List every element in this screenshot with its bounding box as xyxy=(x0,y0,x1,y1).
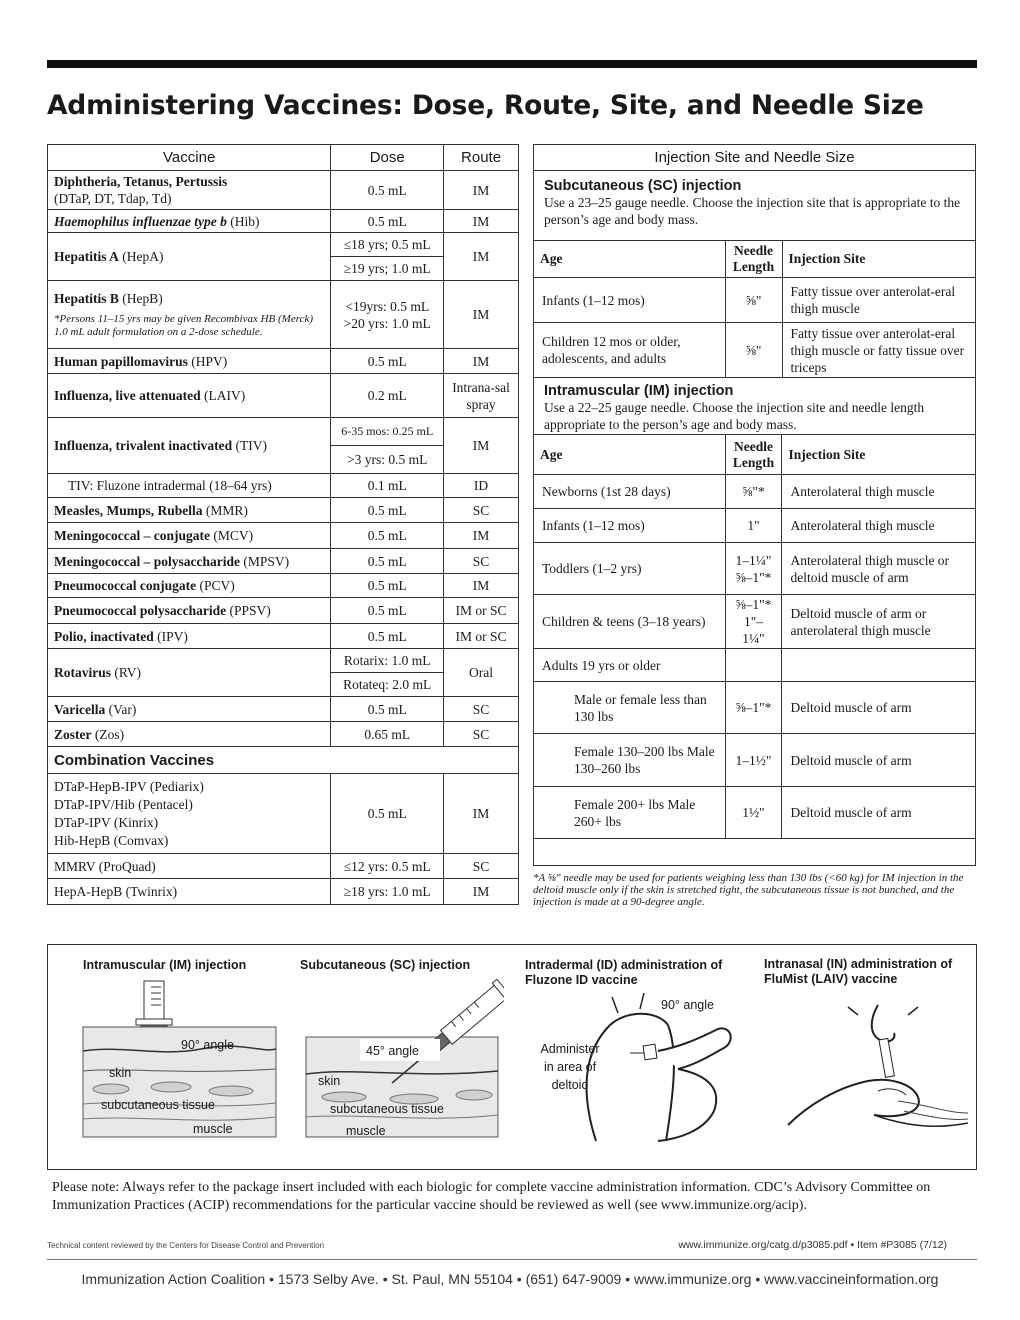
table-row xyxy=(534,278,976,323)
sc-subq-label: subcutaneous tissue xyxy=(330,1102,444,1116)
nose-outline xyxy=(872,1005,895,1042)
table-row xyxy=(534,509,976,543)
table-row: Meningococcal – polysaccharide (MPSV) 0.5 mL SC xyxy=(48,549,519,574)
vaccine-route: ID xyxy=(444,474,519,498)
combination-heading: Combination Vaccines xyxy=(48,747,519,774)
injection-site-cell: Deltoid muscle of arm xyxy=(782,682,976,734)
injection-site-panel xyxy=(533,144,976,866)
age-cell: Newborns (1st 28 days) xyxy=(534,475,726,509)
vaccine-table xyxy=(47,144,519,905)
vaccine-dose: 0.5 mL xyxy=(331,171,444,210)
vaccine-route: IM xyxy=(444,774,519,854)
vaccine-dose: ≥19 yrs; 1.0 mL xyxy=(343,261,431,276)
vaccine-name: Influenza, trivalent inactivated xyxy=(54,438,233,453)
im-injection-diagram xyxy=(81,979,281,1149)
injection-site-cell: Deltoid muscle of arm or anterolateral thigh muscle xyxy=(782,595,976,649)
table-row: Human papillomavirus (HPV) 0.5 mL IM xyxy=(48,349,519,374)
sc-skin-label: skin xyxy=(318,1074,341,1088)
needle-length-cell: ⅝–1"* xyxy=(725,682,782,734)
injection-site-cell xyxy=(782,649,976,682)
sc-angle-label: 45° angle xyxy=(366,1044,419,1058)
needle-length-cell: 1–1¼" ⅝–1"* xyxy=(725,543,782,595)
table-row: Influenza, live attenuated (LAIV) 0.2 mL Intrana-sal spray xyxy=(48,374,519,418)
table-row xyxy=(534,543,976,595)
vaccine-name: Diphtheria, Tetanus, Pertussis xyxy=(54,174,228,189)
im-illustration-title: Intramuscular (IM) injection xyxy=(83,958,247,972)
table-row xyxy=(48,171,519,210)
im-subq-label: subcutaneous tissue xyxy=(101,1098,215,1112)
im-muscle-label: muscle xyxy=(193,1122,233,1136)
vaccine-route: IM xyxy=(444,281,519,349)
vaccine-dose: 0.5 mL xyxy=(331,774,444,854)
arm-outline xyxy=(587,1014,668,1141)
im-needle-header: Needle Length xyxy=(725,435,782,475)
sc-section-desc: Use a 23–25 gauge needle. Choose the injection site that is appropriate to the person’s age and body mass. xyxy=(544,195,961,227)
vaccine-name: Human papillomavirus xyxy=(54,353,188,369)
vaccine-route: IM xyxy=(444,574,519,598)
table-row: Pneumococcal conjugate (PCV) 0.5 mL IM xyxy=(48,574,519,598)
sc-illustration-title: Subcutaneous (SC) injection xyxy=(300,958,471,972)
vaccine-dose: 0.1 mL xyxy=(331,474,444,498)
vaccine-name: Zoster xyxy=(54,726,92,742)
needle-length-cell: ⅝–1"* 1"–1¼" xyxy=(725,595,782,649)
vaccine-dose: 0.5 mL xyxy=(331,349,444,374)
vaccine-name: Haemophilus influenzae type b xyxy=(54,213,227,229)
table-row: Polio, inactivated (IPV) 0.5 mL IM or SC xyxy=(48,624,519,649)
vaccine-dose: 0.5 mL xyxy=(331,549,444,574)
sc-needle-header: Needle Length xyxy=(725,241,782,278)
age-cell: Female 200+ lbs Male 260+ lbs xyxy=(534,787,726,839)
vaccine-route: IM xyxy=(444,523,519,549)
illustrations-panel xyxy=(47,944,977,1170)
table-row: Hepatitis B (HepB) *Persons 11–15 yrs may be given Recombivax HB (Merck) 1.0 mL adult formulation on a 2-dose schedule. <19yrs: 0.5 mL >20 yrs: 1.0 mL IM xyxy=(48,281,519,349)
vaccine-dose: 0.5 mL xyxy=(331,624,444,649)
table-row: Zoster (Zos) 0.65 mL SC xyxy=(48,722,519,747)
vaccine-dose: 0.5 mL xyxy=(331,523,444,549)
vaccine-dose: ≤12 yrs: 0.5 mL xyxy=(331,854,444,879)
combo-vaccine-name: DTaP-IPV (Kinrix) xyxy=(54,814,159,830)
table-row xyxy=(534,649,976,682)
injection-site-cell: Deltoid muscle of arm xyxy=(782,734,976,787)
injection-site-cell: Fatty tissue over anterolat-eral thigh muscle xyxy=(782,278,975,323)
vaccine-name: TIV: Fluzone intradermal (18–64 yrs) xyxy=(48,474,331,498)
vaccine-name: MMRV (ProQuad) xyxy=(48,854,331,879)
vaccine-name: Pneumococcal conjugate xyxy=(54,578,197,593)
vaccine-name: Pneumococcal polysaccharide xyxy=(54,603,227,618)
table-row: Hepatitis A (HepA) ≤18 yrs; 0.5 mL ≥19 yrs; 1.0 mL IM xyxy=(48,233,519,281)
combo-vaccine-name: Hib-HepB (Comvax) xyxy=(54,832,169,848)
age-cell: Adults 19 yrs or older xyxy=(534,649,726,682)
needle-footnote: *A ⅝" needle may be used for patients weighing less than 130 lbs (<60 kg) for IM injection in the deltoid muscle only if the skin is stretched tight, the subcutaneous tissue is not bunched, and the injection is made at a 90-degree angle. xyxy=(533,872,964,908)
hand-outline xyxy=(788,1080,919,1125)
hand-outline xyxy=(658,1028,731,1069)
sc-age-header: Age xyxy=(534,241,726,278)
needle-length-cell xyxy=(725,649,782,682)
vaccine-dose: 0.5 mL xyxy=(331,210,444,233)
needle-length-cell: ⅝"* xyxy=(725,475,782,509)
vaccine-dose: ≤18 yrs; 0.5 mL xyxy=(331,233,443,257)
vaccine-subname: (DTaP, DT, Tdap, Td) xyxy=(54,191,172,206)
im-table xyxy=(533,434,976,839)
top-rule xyxy=(47,60,977,68)
im-section-title: Intramuscular (IM) injection xyxy=(544,383,734,399)
age-cell: Male or female less than 130 lbs xyxy=(534,682,726,734)
vaccine-dose: 6-35 mos: 0.25 mL xyxy=(331,418,443,446)
im-angle-label: 90° angle xyxy=(181,1038,234,1052)
vaccine-dose: <19yrs: 0.5 mL xyxy=(345,298,430,314)
id-admin-label-2: in area of xyxy=(543,1060,597,1074)
table-row xyxy=(48,474,519,498)
vaccine-route: IM or SC xyxy=(444,598,519,624)
vaccine-route: IM xyxy=(444,418,519,474)
combo-vaccine-name: DTaP-HepB-IPV (Pediarix) xyxy=(54,778,204,794)
vaccine-dose: >20 yrs: 1.0 mL xyxy=(343,315,431,331)
route-col-header: Route xyxy=(444,145,519,171)
vaccine-dose: ≥18 yrs: 1.0 mL xyxy=(331,879,444,905)
vaccine-route: IM xyxy=(444,233,519,281)
vaccine-name: Hepatitis A xyxy=(54,249,119,264)
vaccine-name: Varicella xyxy=(54,701,106,717)
vaccine-name: Meningococcal – conjugate xyxy=(54,528,210,543)
table-row xyxy=(534,787,976,839)
vaccine-route: Oral xyxy=(444,649,519,697)
im-age-header: Age xyxy=(534,435,726,475)
vaccine-route: Intrana-sal spray xyxy=(444,374,519,418)
vaccine-table-header xyxy=(48,145,519,171)
vaccine-name: Meningococcal – polysaccharide xyxy=(54,553,240,569)
dose-col-header: Dose xyxy=(331,145,444,171)
vaccine-route: IM xyxy=(444,210,519,233)
technical-review-note: Technical content reviewed by the Centers for Disease Control and Prevention xyxy=(47,1241,325,1250)
vaccine-dose: 0.5 mL xyxy=(331,498,444,523)
needle-length-cell: ⅝" xyxy=(725,278,782,323)
in-administration-diagram xyxy=(778,995,973,1155)
table-row: Pneumococcal polysaccharide (PPSV) 0.5 mL IM or SC xyxy=(48,598,519,624)
needle-length-cell: 1" xyxy=(725,509,782,543)
page-title: Administering Vaccines: Dose, Route, Site, and Needle Size xyxy=(47,90,924,121)
table-row: Varicella (Var) 0.5 mL SC xyxy=(48,697,519,722)
table-row: Rotavirus (RV) Rotarix: 1.0 mL Rotateq: 2.0 mL Oral xyxy=(48,649,519,697)
age-cell: Children 12 mos or older, adolescents, and adults xyxy=(534,323,726,378)
table-row xyxy=(534,323,976,378)
injection-site-cell: Anterolateral thigh muscle xyxy=(782,475,976,509)
vaccine-dose: 0.5 mL xyxy=(331,697,444,722)
table-row xyxy=(48,854,519,879)
injection-site-cell: Deltoid muscle of arm xyxy=(782,787,976,839)
needle-length-cell: 1½" xyxy=(725,787,782,839)
sc-site-header: Injection Site xyxy=(782,241,975,278)
in-illustration-title: Intranasal (IN) administration of FluMist (LAIV) vaccine xyxy=(764,957,953,986)
sc-injection-diagram xyxy=(304,979,504,1149)
vaccine-col-header: Vaccine xyxy=(48,145,331,171)
age-cell: Toddlers (1–2 yrs) xyxy=(534,543,726,595)
im-site-header: Injection Site xyxy=(782,435,976,475)
table-row xyxy=(48,879,519,905)
table-row xyxy=(534,682,976,734)
injection-site-cell: Fatty tissue over anterolat-eral thigh muscle or fatty tissue over triceps xyxy=(782,323,975,378)
vaccine-route: SC xyxy=(444,854,519,879)
table-row: Influenza, trivalent inactivated (TIV) 6-35 mos: 0.25 mL >3 yrs: 0.5 mL IM xyxy=(48,418,519,474)
vaccine-name: Influenza, live attenuated xyxy=(54,388,201,403)
vaccine-route: SC xyxy=(444,498,519,523)
vaccine-dose: Rotarix: 1.0 mL xyxy=(331,649,443,673)
id-angle-label: 90° angle xyxy=(661,998,714,1012)
vaccine-route: SC xyxy=(444,697,519,722)
id-injection-diagram xyxy=(518,991,748,1161)
id-admin-label-3: deltoid xyxy=(551,1078,589,1092)
vaccine-dose: >3 yrs: 0.5 mL xyxy=(347,452,428,467)
sc-muscle-label: muscle xyxy=(346,1124,386,1138)
vaccine-dose: Rotateq: 2.0 mL xyxy=(343,677,432,692)
table-row xyxy=(48,774,519,854)
vaccine-dose: 0.5 mL xyxy=(331,574,444,598)
sc-section-title: Subcutaneous (SC) injection xyxy=(544,178,742,194)
vaccine-footnote: *Persons 11–15 yrs may be given Recombivax HB (Merck) 1.0 mL adult formulation on a 2-dose schedule. xyxy=(54,313,314,338)
vaccine-name: Hepatitis B xyxy=(54,291,119,306)
vaccine-name: HepA-HepB (Twinrix) xyxy=(48,879,331,905)
id-admin-label-1: Administer xyxy=(540,1042,600,1056)
please-note: Please note: Always refer to the package insert included with each biologic for complete vaccine administration information. CDC’s Advisory Committee on Immunization Practices (ACIP) recommendations for the particular vaccine should be reviewed as well (see www.immunize.org/acip). xyxy=(52,1180,931,1213)
vaccine-route: IM xyxy=(444,879,519,905)
injection-site-cell: Anterolateral thigh muscle xyxy=(782,509,976,543)
age-cell: Children & teens (3–18 years) xyxy=(534,595,726,649)
needle-length-cell: 1–1½" xyxy=(725,734,782,787)
pdf-reference: www.immunize.org/catg.d/p3085.pdf • Item #P3085 (7/12) xyxy=(678,1239,947,1251)
sc-table xyxy=(533,240,976,378)
table-row: Haemophilus influenzae type b (Hib) 0.5 mL IM xyxy=(48,210,519,233)
footer-rule xyxy=(47,1259,977,1260)
vaccine-route: SC xyxy=(444,722,519,747)
im-section-desc: Use a 22–25 gauge needle. Choose the injection site and needle length appropriate to the person’s age and body mass. xyxy=(544,400,925,432)
footer-contact: Immunization Action Coalition • 1573 Selby Ave. • St. Paul, MN 55104 • (651) 647-9009 • www.immunize.org • www.vaccineinformation.org xyxy=(81,1271,939,1287)
table-row: Meningococcal – conjugate (MCV) 0.5 mL IM xyxy=(48,523,519,549)
combination-heading-row xyxy=(48,747,519,774)
im-skin-label: skin xyxy=(109,1066,132,1080)
table-row xyxy=(534,595,976,649)
id-illustration-title: Intradermal (ID) administration of Fluzone ID vaccine xyxy=(525,958,723,987)
injection-site-cell: Anterolateral thigh muscle or deltoid muscle of arm xyxy=(782,543,976,595)
injection-panel-heading: Injection Site and Needle Size xyxy=(534,145,975,171)
vaccine-name: Rotavirus xyxy=(54,665,111,680)
table-row xyxy=(534,475,976,509)
vaccine-dose: 0.5 mL xyxy=(331,598,444,624)
vaccine-name: Polio, inactivated xyxy=(54,628,154,644)
vaccine-name: Measles, Mumps, Rubella xyxy=(54,502,203,518)
combo-vaccine-name: DTaP-IPV/Hib (Pentacel) xyxy=(54,796,193,812)
syringe-barrel xyxy=(441,985,504,1044)
age-cell: Infants (1–12 mos) xyxy=(534,278,726,323)
age-cell: Infants (1–12 mos) xyxy=(534,509,726,543)
vaccine-route: IM xyxy=(444,171,519,210)
vaccine-route: SC xyxy=(444,549,519,574)
vaccine-route: IM or SC xyxy=(444,624,519,649)
age-cell: Female 130–200 lbs Male 130–260 lbs xyxy=(534,734,726,787)
vaccine-dose: 0.2 mL xyxy=(331,374,444,418)
needle-length-cell: ⅝" xyxy=(725,323,782,378)
sprayer xyxy=(879,1038,894,1077)
vaccine-route: IM xyxy=(444,349,519,374)
table-row xyxy=(534,734,976,787)
vaccine-dose: 0.65 mL xyxy=(331,722,444,747)
table-row: Measles, Mumps, Rubella (MMR) 0.5 mL SC xyxy=(48,498,519,523)
